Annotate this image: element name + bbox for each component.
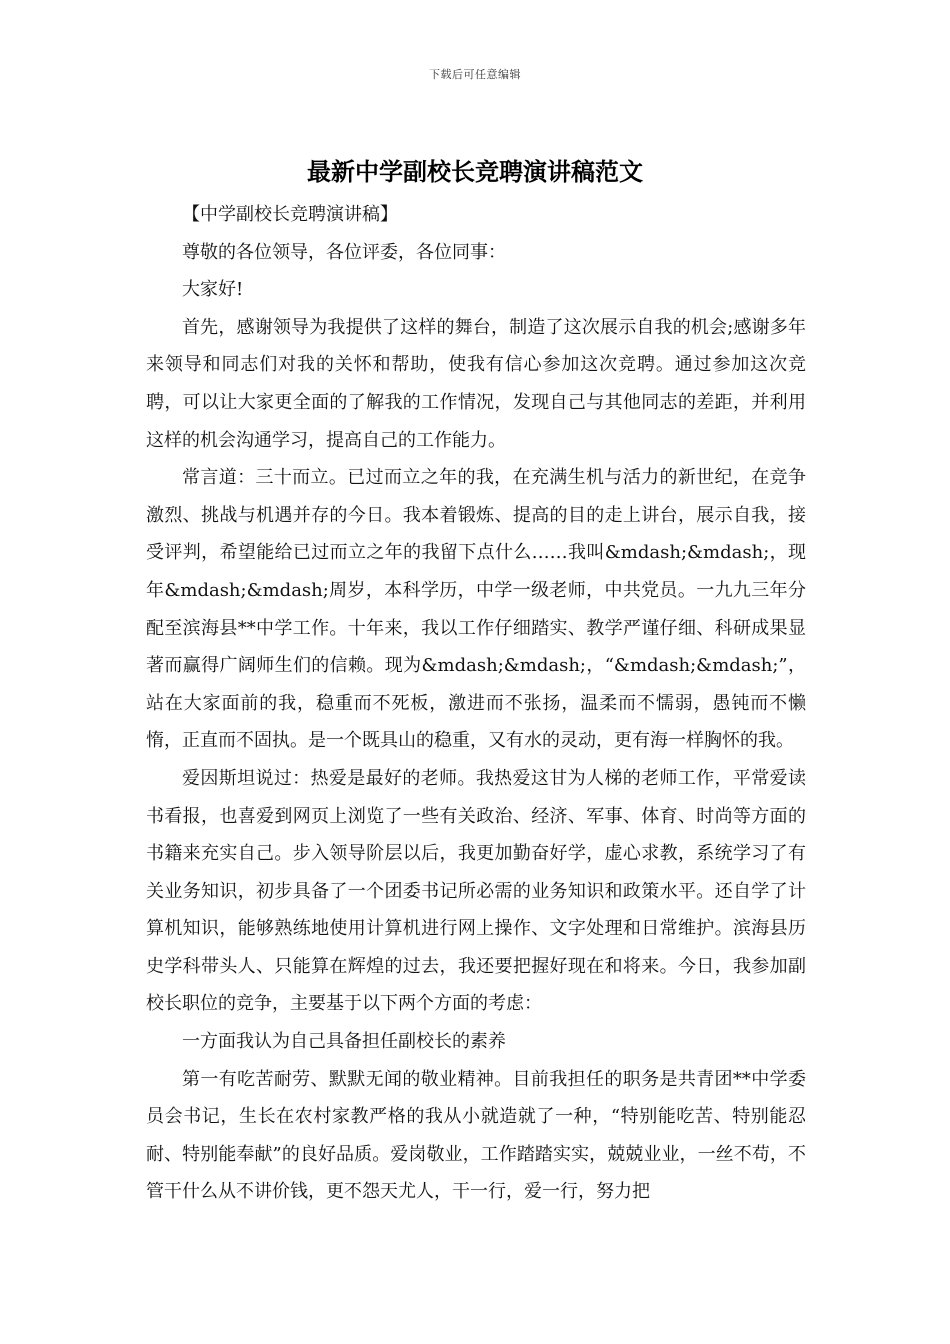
document-title: 最新中学副校长竞聘演讲稿范文 [307,157,643,186]
paragraph-opening: 首先，感谢领导为我提供了这样的舞台，制造了这次展示自我的机会;感谢多年来领导和同志们对我的关怀和帮助，使我有信心参加这次竞聘。通过参加这次竞聘，可以让大家更全面的了解我的工作情况，发现自己与其他同志的差距，并利用这样的机会沟通学习，提高自己的工作能力。 [146,316,806,451]
paragraph-salutation: 尊敬的各位领导，各位评委，各位同事： [182,241,506,263]
paragraph-learning: 爱因斯坦说过：热爱是最好的老师。我热爱这甘为人梯的老师工作，平常爱读书看报，也喜爱到网页上浏览了一些有关政治、经济、军事、体育、时尚等方面的书籍来充实自己。步入领导阶层以后，我更加勤奋好学，虚心求教，系统学习了有关业务知识，初步具备了一个团委书记所必需的业务知识和政策水平。还自学了计算机知识，能够熟练地使用计算机进行网上操作、文字处理和日常维护。滨海县历史学科带头人、只能算在辉煌的过去，我还要把握好现在和将来。今日，我参加副校长职位的竞争，主要基于以下两个方面的考虑： [146,767,806,1015]
paragraph-self-introduction: 常言道：三十而立。已过而立之年的我，在充满生机与活力的新世纪，在竞争激烈、挑战与机遇并存的今日。我本着锻炼、提高的目的走上讲台，展示自我，接受评判，希望能给已过而立之年的我留下点什么……我叫&mdash;&mdash;，现年&mdash;&mdash;周岁，本科学历，中学一级老师，中共党员。一九九三年分配至滨海县**中学工作。十年来，我以工作仔细踏实、教学严谨仔细、科研成果显著而赢得广阔师生们的信赖。现为&mdash;&mdash;，“&mdash;&mdash;”，站在大家面前的我，稳重而不死板，激进而不张扬，温柔而不懦弱，愚钝而不懒惰，正直而不固执。是一个既具山的稳重，又有水的灵动，更有海一样胸怀的我。 [146,467,806,752]
paragraph-greeting: 大家好! [182,279,244,301]
header-note: 下载后可任意编辑 [429,68,521,81]
paragraph-dedication: 第一有吃苦耐劳、默默无闻的敬业精神。目前我担任的职务是共青团**中学委员会书记，生长在农村家教严格的我从小就造就了一种，“特别能吃苦、特别能忍耐、特别能奉献”的良好品质。爱岗敬业，工作踏踏实实，兢兢业业，一丝不苟，不管干什么从不讲价钱，更不怨天尤人，干一行，爱一行，努力把 [146,1068,806,1203]
document-body [146,196,806,1211]
paragraph-section-label: 【中学副校长竞聘演讲稿】 [182,204,398,225]
paragraph-section-heading: 一方面我认为自己具备担任副校长的素养 [182,1031,506,1053]
